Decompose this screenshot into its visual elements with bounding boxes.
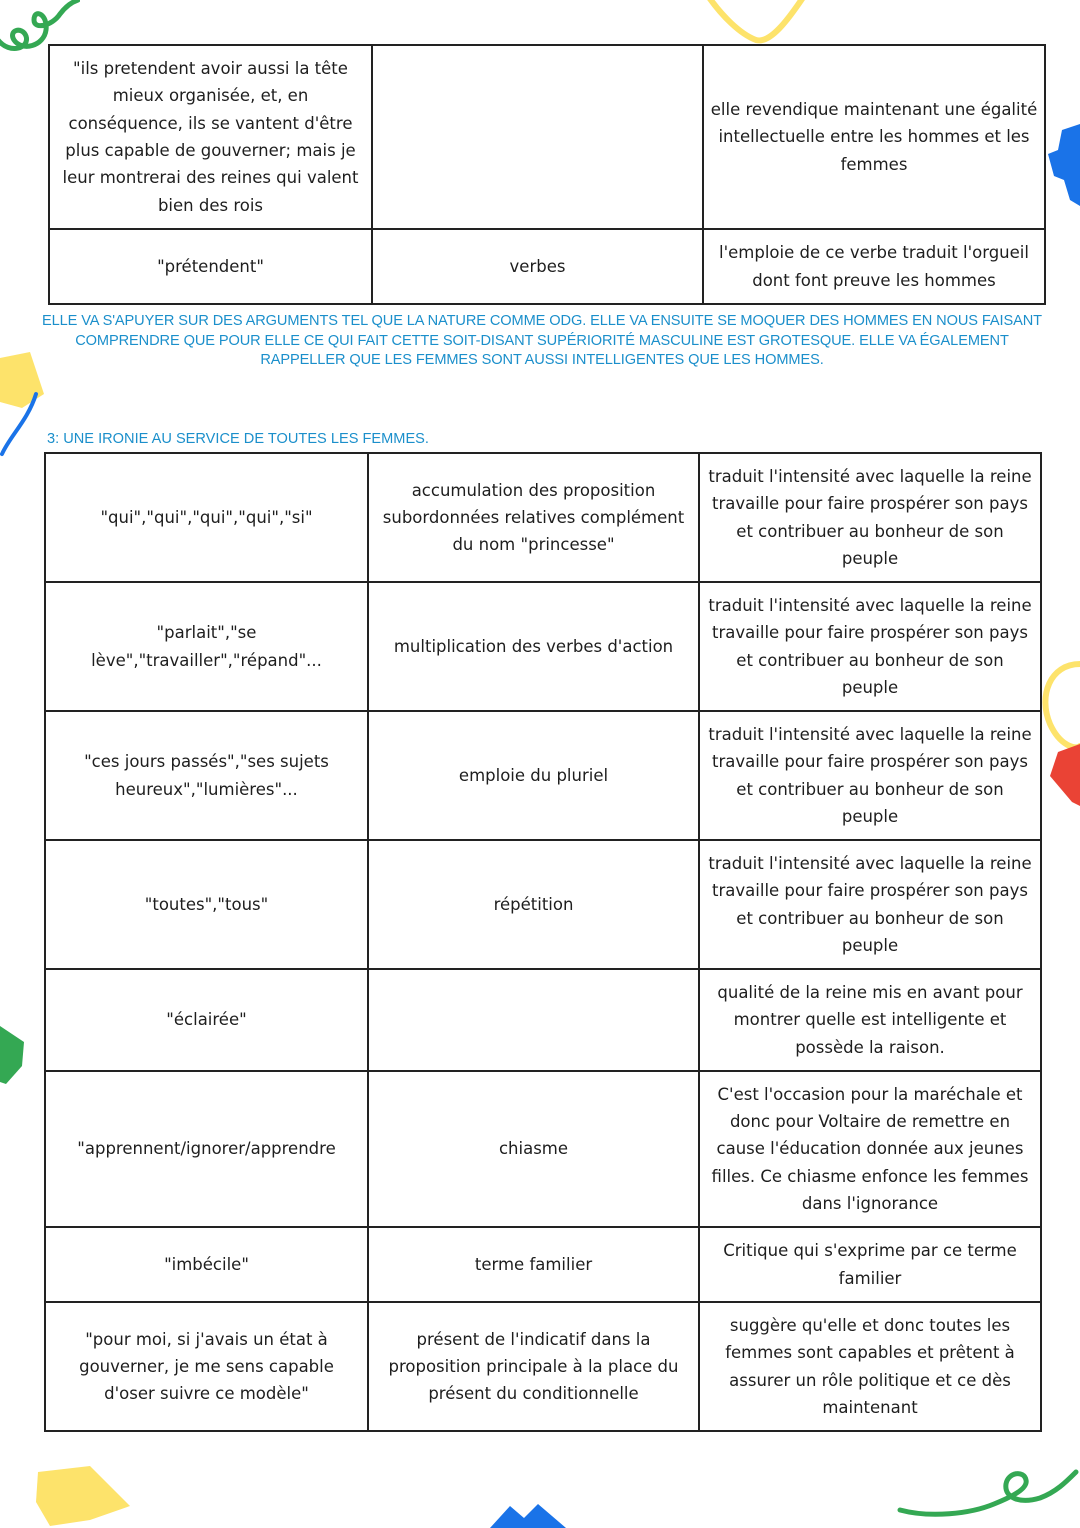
blue-shape-right	[1048, 120, 1080, 210]
procede-cell: chiasme	[368, 1071, 699, 1227]
citation-cell: "parlait","se lève","travailler","répand"...	[45, 582, 368, 711]
section-title: 3: UNE IRONIE AU SERVICE DE TOUTES LES FEMMES.	[47, 431, 429, 447]
procede-cell: présent de l'indicatif dans la proposition principale à la place du présent du conditionnelle	[368, 1302, 699, 1431]
procede-cell: accumulation des proposition subordonnées relatives complément du nom "princesse"	[368, 453, 699, 582]
yellow-shape-bottom-left	[30, 1462, 140, 1528]
procede-cell: emploie du pluriel	[368, 711, 699, 840]
analysis-table-top	[48, 44, 1046, 305]
citation-cell: "pour moi, si j'avais un état à gouverner, je me sens capable d'oser suivre ce modèle"	[45, 1302, 368, 1431]
blue-shape-bottom	[488, 1500, 568, 1528]
procede-cell	[372, 45, 703, 229]
section-conclusion: ELLE VA S'APUYER SUR DES ARGUMENTS TEL QUE LA NATURE COMME ODG. ELLE VA ENSUITE SE MOQUER DES HOMMES EN NOUS FAISANT COMPRENDRE QUE POUR ELLE CE QUI FAIT CETTE SOIT-DISANT SUPÉRIORITÉ MASCULINE EST GROTESQUE. ELLE VA ÉGALEMENT RAPPELLER QUE LES FEMMES SONT AUSSI INTELLIGENTES QUE LES HOMMES.	[42, 313, 1042, 368]
citation-cell: "imbécile"	[45, 1227, 368, 1302]
procede-cell: répétition	[368, 840, 699, 969]
citation-cell: "ces jours passés","ses sujets heureux","lumières"...	[45, 711, 368, 840]
citation-cell: "ils pretendent avoir aussi la tête mieux organisée, et, en conséquence, ils se vantent d'être plus capable de gouverner; mais je leur montrerai des reines qui valent bien des rois	[49, 45, 372, 229]
procede-cell: multiplication des verbes d'action	[368, 582, 699, 711]
interpretation-cell: C'est l'occasion pour la maréchale et donc pour Voltaire de remettre en cause l'éducation donnée aux jeunes filles. Ce chiasme enfonce les femmes dans l'ignorance	[699, 1071, 1041, 1227]
table-row	[45, 840, 1041, 969]
procede-cell: verbes	[372, 229, 703, 304]
citation-cell: "prétendent"	[49, 229, 372, 304]
table-row	[45, 1227, 1041, 1302]
table-row	[45, 582, 1041, 711]
table-row	[45, 1302, 1041, 1431]
interpretation-cell: Critique qui s'exprime par ce terme familier	[699, 1227, 1041, 1302]
interpretation-cell: suggère qu'elle et donc toutes les femmes sont capables et prêtent à assurer un rôle politique et ce dès maintenant	[699, 1302, 1041, 1431]
citation-cell: "qui","qui","qui","qui","si"	[45, 453, 368, 582]
citation-cell: "éclairée"	[45, 969, 368, 1071]
interpretation-cell: traduit l'intensité avec laquelle la reine travaille pour faire prospérer son pays et contribuer au bonheur de son peuple	[699, 582, 1041, 711]
interpretation-cell: l'emploie de ce verbe traduit l'orgueil dont font preuve les hommes	[703, 229, 1045, 304]
table-row	[45, 969, 1041, 1071]
interpretation-cell: traduit l'intensité avec laquelle la reine travaille pour faire prospérer son pays et contribuer au bonheur de son peuple	[699, 840, 1041, 969]
interpretation-cell: traduit l'intensité avec laquelle la reine travaille pour faire prospérer son pays et contribuer au bonheur de son peuple	[699, 711, 1041, 840]
table-row	[45, 453, 1041, 582]
yellow-curve-top	[700, 0, 810, 48]
table-row	[49, 45, 1045, 229]
interpretation-cell: qualité de la reine mis en avant pour montrer quelle est intelligente et possède la raison.	[699, 969, 1041, 1071]
procede-cell: terme familier	[368, 1227, 699, 1302]
green-scribble-bottom-right	[890, 1460, 1080, 1528]
analysis-table-main	[44, 452, 1042, 1432]
citation-cell: "apprennent/ignorer/apprendre	[45, 1071, 368, 1227]
red-shape-right	[1050, 740, 1080, 810]
interpretation-cell: elle revendique maintenant une égalité intellectuelle entre les hommes et les femmes	[703, 45, 1045, 229]
table-row	[45, 1071, 1041, 1227]
table-row	[45, 711, 1041, 840]
procede-cell	[368, 969, 699, 1071]
table-row	[49, 229, 1045, 304]
green-shape-left	[0, 1022, 30, 1092]
interpretation-cell: traduit l'intensité avec laquelle la reine travaille pour faire prospérer son pays et contribuer au bonheur de son peuple	[699, 453, 1041, 582]
citation-cell: "toutes","tous"	[45, 840, 368, 969]
